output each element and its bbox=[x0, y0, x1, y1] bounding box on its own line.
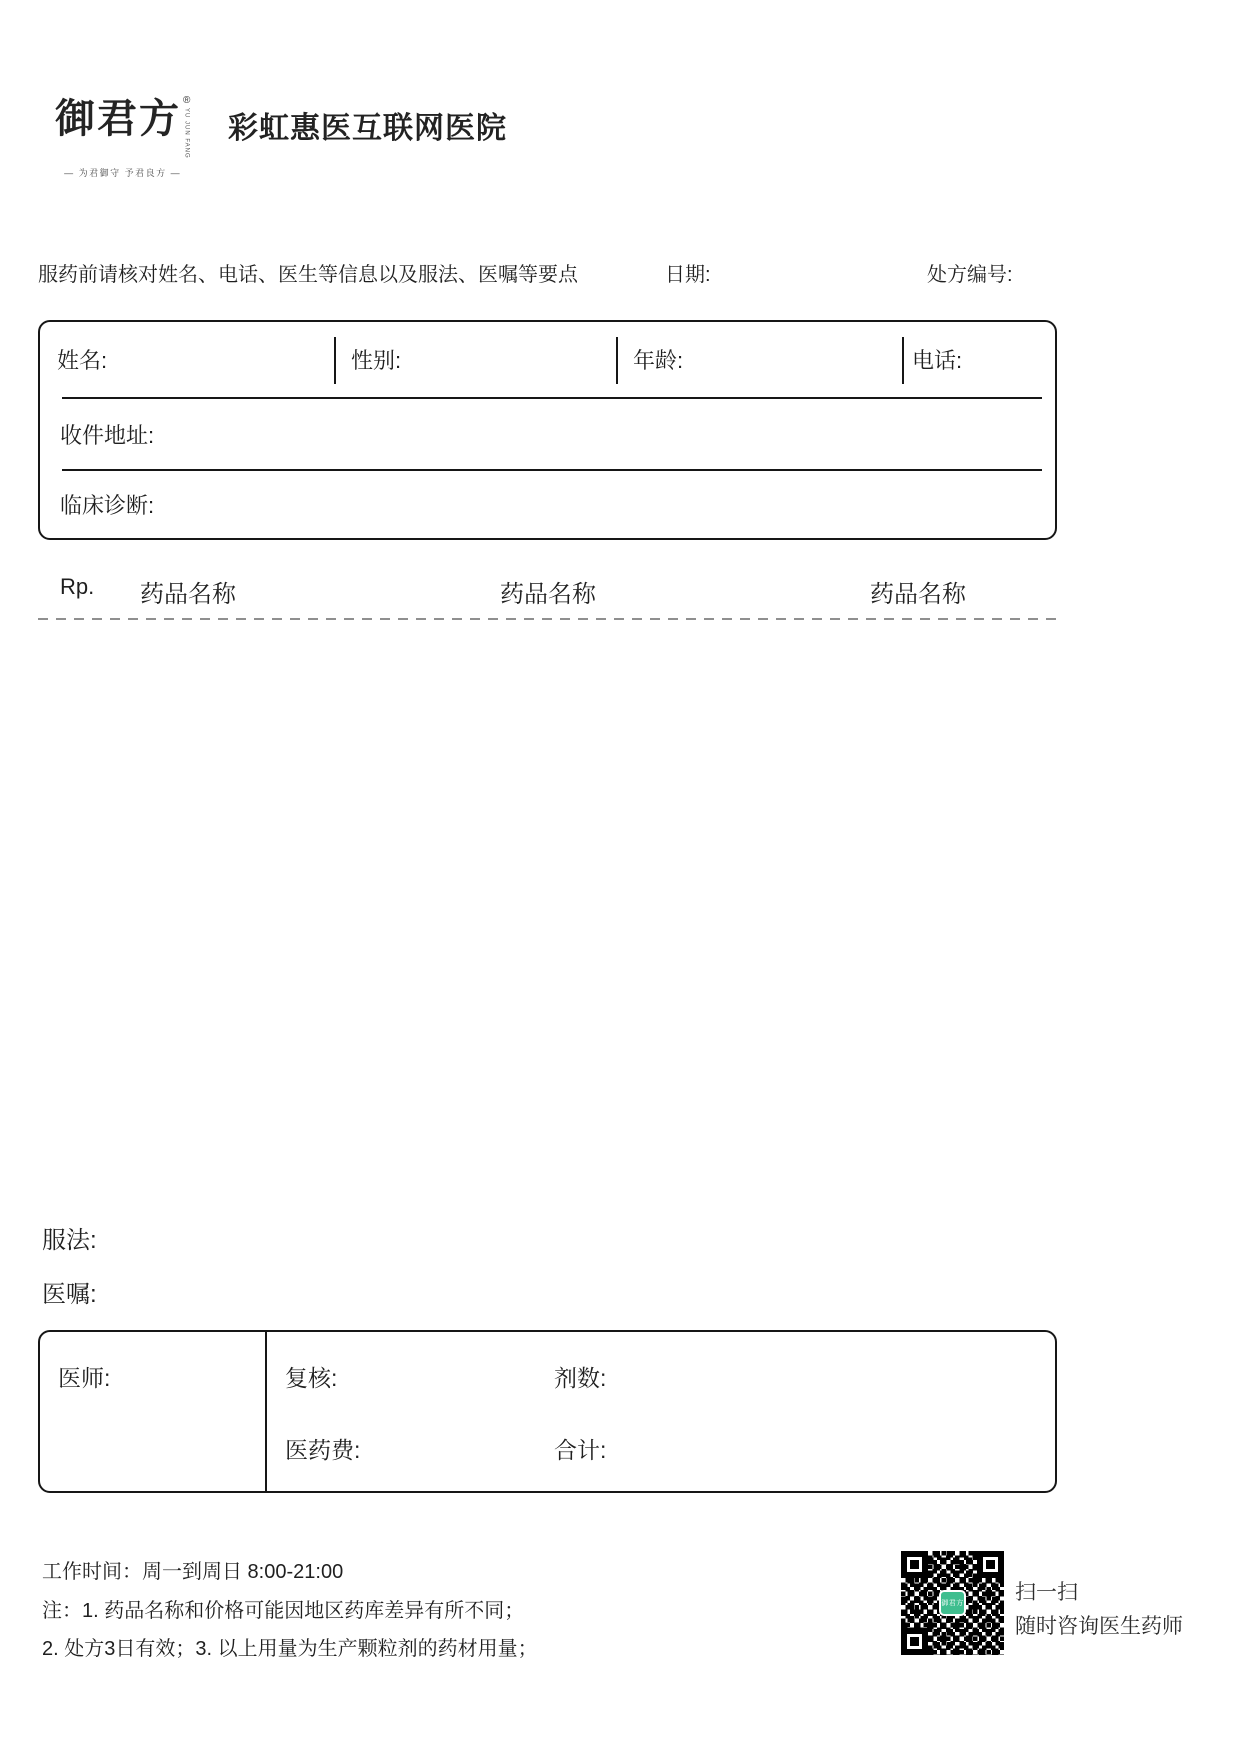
total-label: 合计: bbox=[554, 1437, 607, 1463]
verification-notice: 服药前请核对姓名、电话、医生等信息以及服法、医嘱等要点 bbox=[38, 264, 578, 286]
date-label: 日期: bbox=[665, 264, 711, 286]
brand-tagline: — 为君御守 予君良方 — bbox=[64, 167, 182, 178]
doses-label: 剂数: bbox=[554, 1365, 607, 1391]
qr-finder-dot bbox=[986, 1560, 995, 1569]
qr-finder-dot bbox=[910, 1560, 919, 1569]
medicine-fee-label: 医药费: bbox=[285, 1437, 361, 1463]
patient-phone-field bbox=[902, 322, 1055, 397]
qr-code bbox=[901, 1551, 1004, 1655]
patient-age-field bbox=[616, 322, 902, 397]
rp-label: Rp. bbox=[60, 574, 95, 599]
brand-logo-side bbox=[183, 96, 190, 159]
patient-gender-field bbox=[334, 322, 616, 397]
clinical-diagnosis-field bbox=[40, 471, 1055, 538]
review-label: 复核: bbox=[285, 1365, 338, 1391]
drug-name-column-2: 药品名称 bbox=[500, 581, 596, 608]
patient-gender-label: 性别: bbox=[351, 348, 402, 373]
dashed-separator bbox=[38, 618, 1057, 620]
qr-caption-scan: 扫一扫 bbox=[1015, 1581, 1078, 1604]
physician-field bbox=[40, 1332, 267, 1491]
patient-name-field bbox=[40, 322, 334, 397]
qr-finder-dot bbox=[910, 1637, 919, 1646]
work-hours-text: 工作时间：周一到周日 8:00-21:00 bbox=[42, 1561, 344, 1583]
hospital-title: 彩虹惠医互联网医院 bbox=[228, 112, 507, 145]
drug-name-column-1: 药品名称 bbox=[140, 581, 236, 608]
qr-finder-bottom-left bbox=[901, 1628, 928, 1655]
brand-logo-romanized: YU JUN FANG bbox=[183, 108, 190, 159]
clinical-diagnosis-label: 临床诊断: bbox=[60, 493, 155, 518]
brand-logo bbox=[55, 95, 191, 179]
patient-address-field bbox=[40, 399, 1055, 469]
registered-trademark-icon: ® bbox=[183, 95, 191, 106]
doctor-advice-label: 医嘱: bbox=[42, 1281, 97, 1308]
footer-note-line-1: 注：1. 药品名称和价格可能因地区药库差异有所不同； bbox=[42, 1600, 525, 1622]
usage-label: 服法: bbox=[42, 1227, 97, 1254]
patient-name-label: 姓名: bbox=[57, 348, 108, 373]
patient-phone-label: 电话: bbox=[912, 348, 963, 373]
patient-info-box bbox=[38, 320, 1057, 540]
signoff-box bbox=[38, 1330, 1057, 1493]
rp-header-row bbox=[38, 572, 1057, 606]
qr-center-logo-badge bbox=[939, 1590, 966, 1616]
drug-name-column-3: 药品名称 bbox=[870, 581, 966, 608]
patient-age-label: 年龄: bbox=[633, 348, 684, 373]
brand-logo-text: 御君方 bbox=[55, 96, 181, 141]
patient-basic-row bbox=[40, 322, 1055, 397]
physician-label: 医师: bbox=[58, 1365, 111, 1391]
brand-logo-main bbox=[55, 95, 191, 159]
qr-caption-consult: 随时咨询医生药师 bbox=[1015, 1615, 1183, 1638]
signoff-right-panel bbox=[267, 1332, 1055, 1491]
footer-note-line-2: 2. 处方3日有效；3. 以上用量为生产颗粒剂的药材用量； bbox=[42, 1638, 538, 1660]
qr-finder-top-left bbox=[901, 1551, 928, 1578]
patient-address-label: 收件地址: bbox=[60, 422, 155, 448]
qr-finder-top-right bbox=[977, 1551, 1004, 1578]
qr-center-logo-text: 御君方 bbox=[941, 1600, 964, 1607]
prescription-number-label: 处方编号: bbox=[927, 264, 1013, 286]
